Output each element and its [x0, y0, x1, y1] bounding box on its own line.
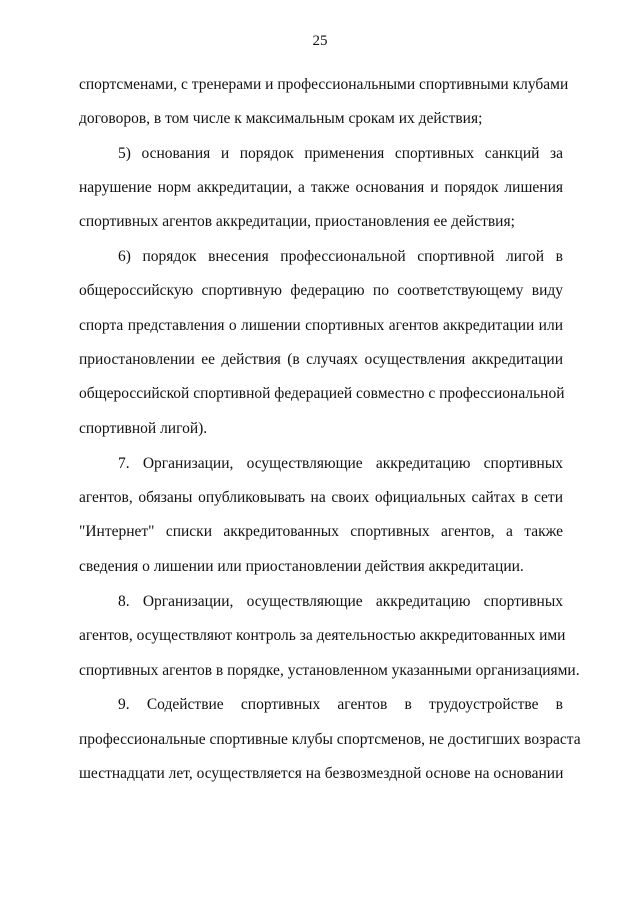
text-line: профессиональные спортивные клубы спортсменов, не достигших возраста	[79, 731, 581, 748]
text-line: спортивных агентов аккредитации, приостановления ее действия;	[79, 213, 515, 230]
text-line: нарушение норм аккредитации, а также основания и порядок лишения	[79, 179, 563, 196]
text-line: приостановлении ее действия (в случаях осуществления аккредитации	[79, 351, 563, 368]
text-line: агентов, осуществляют контроль за деятельностью аккредитованных ими	[79, 627, 566, 644]
text-line: 7. Организации, осуществляющие аккредитацию спортивных	[118, 455, 563, 472]
text-line: 9. Содействие спортивных агентов в трудоустройстве в	[118, 696, 563, 713]
text-line: 8. Организации, осуществляющие аккредитацию спортивных	[118, 593, 563, 610]
text-line: договоров, в том числе к максимальным срокам их действия;	[79, 110, 483, 127]
text-line: сведения о лишении или приостановлении действия аккредитации.	[79, 558, 524, 575]
text-line: общероссийской спортивной федерацией совместно с профессиональной	[79, 385, 565, 402]
text-line: спортивной лигой).	[79, 420, 208, 437]
text-line: 5) основания и порядок применения спортивных санкций за	[118, 145, 563, 162]
text-line: 6) порядок внесения профессиональной спортивной лигой в	[118, 248, 563, 265]
text-line: агентов, обязаны опубликовывать на своих официальных сайтах в сети	[79, 489, 563, 506]
text-line: спортивных агентов в порядке, установленном указанными организациями.	[79, 662, 580, 679]
page-number: 25	[312, 33, 328, 49]
text-line: общероссийскую спортивную федерацию по соответствующему виду	[79, 282, 563, 299]
text-line: спорта представления о лишении спортивных агентов аккредитации или	[79, 317, 563, 334]
text-line: спортсменами, с тренерами и профессиональными спортивными клубами	[79, 76, 569, 93]
text-line: "Интернет" списки аккредитованных спортивных агентов, а также	[79, 523, 563, 540]
text-line: шестнадцати лет, осуществляется на безвозмездной основе на основании	[79, 765, 564, 782]
